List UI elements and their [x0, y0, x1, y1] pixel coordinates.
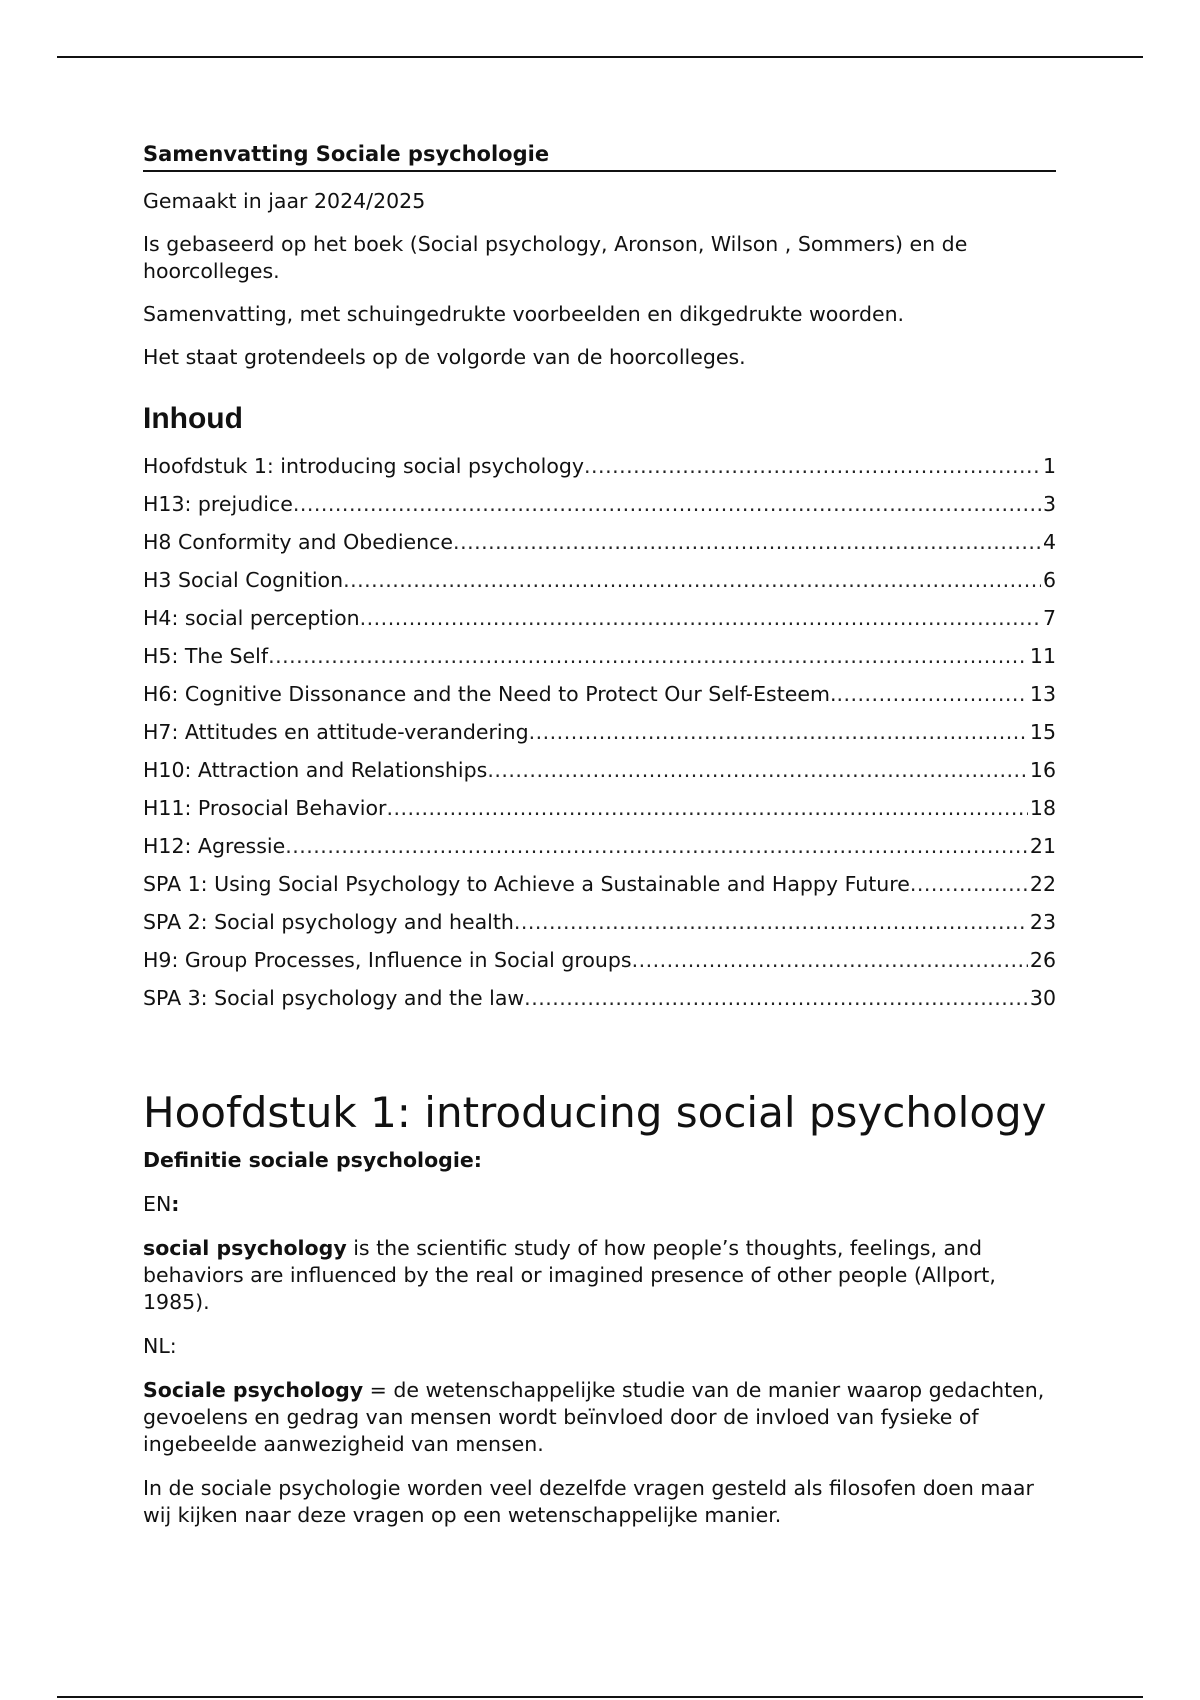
toc-leader-dots: [524, 979, 1028, 1017]
toc-entry[interactable]: [143, 675, 1056, 713]
toc-entry-page: 23: [1029, 910, 1056, 934]
en-label-text: EN: [143, 1192, 172, 1216]
toc-leader-dots: [584, 447, 1041, 485]
closing-paragraph: In de sociale psychologie worden veel dezelfde vragen gesteld als filosofen doen maar wij kijken naar deze vragen op een wetenschappelijke manier.: [143, 1476, 1034, 1527]
toc-entry-label: H8 Conformity and Obedience: [143, 530, 454, 554]
toc-entry-label: SPA 3: Social psychology and the law: [143, 986, 525, 1010]
definition-label-text: Definitie sociale psychologie:: [143, 1148, 482, 1172]
toc-leader-dots: [487, 751, 1028, 789]
toc-entry-page: 22: [1029, 872, 1056, 896]
nl-definition: [143, 1377, 1056, 1458]
toc-leader-dots: [268, 637, 1028, 675]
intro-line-format: Samenvatting, met schuingedrukte voorbeelden en dikgedrukte woorden.: [143, 302, 905, 326]
toc-entry[interactable]: [143, 485, 1056, 523]
toc-entry[interactable]: [143, 751, 1056, 789]
intro-line-year: Gemaakt in jaar 2024/2025: [143, 189, 426, 213]
toc-entry[interactable]: [143, 941, 1056, 979]
intro-section: [143, 188, 1056, 371]
toc-entry-label: H7: Attitudes en attitude-verandering: [143, 720, 529, 744]
toc-entry-page: 13: [1029, 682, 1056, 706]
toc-entry-label: H4: social perception: [143, 606, 360, 630]
en-definition: [143, 1235, 1056, 1316]
toc-leader-dots: [529, 713, 1028, 751]
toc-entry-label: H3 Social Cognition: [143, 568, 344, 592]
toc-entry[interactable]: [143, 979, 1056, 1017]
toc-entry[interactable]: [143, 561, 1056, 599]
intro-line-order: Het staat grotendeels op de volgorde van de hoorcolleges.: [143, 345, 746, 369]
toc-leader-dots: [910, 865, 1028, 903]
toc-entry[interactable]: [143, 447, 1056, 485]
toc-entry-page: 30: [1029, 986, 1056, 1010]
toc-leader-dots: [836, 675, 1027, 713]
toc-entry-label: H5: The Self: [143, 644, 269, 668]
toc-entry[interactable]: [143, 903, 1056, 941]
toc-leader-dots: [293, 485, 1041, 523]
toc-entry[interactable]: [143, 599, 1056, 637]
toc-leader-dots: [386, 789, 1027, 827]
toc-entry-page: 1: [1042, 454, 1056, 478]
page-top-rule: [57, 56, 1143, 58]
toc-entry[interactable]: [143, 523, 1056, 561]
definition-label: [143, 1147, 1056, 1174]
nl-label: NL:: [143, 1334, 177, 1358]
intro-line-source: Is gebaseerd op het boek (Social psychology, Aronson, Wilson , Sommers) en de hoorcolleges.: [143, 232, 968, 283]
toc-entry-label: H10: Attraction and Relationships: [143, 758, 488, 782]
toc-entry-page: 21: [1029, 834, 1056, 858]
toc-leader-dots: [285, 827, 1028, 865]
toc-entry[interactable]: [143, 637, 1056, 675]
toc-entry-page: 18: [1029, 796, 1056, 820]
toc-entry-page: 4: [1042, 530, 1056, 554]
en-definition-term: social psychology: [143, 1236, 347, 1260]
toc-leader-dots: [632, 941, 1028, 979]
toc-entry-page: 11: [1029, 644, 1056, 668]
toc-entry-label: SPA 1: Using Social Psychology to Achieve a Sustainable and Happy Future: [143, 872, 910, 896]
toc-entry-label: H6: Cognitive Dissonance and the Need to Protect Our Self-Esteem.: [143, 682, 837, 706]
nl-definition-term: Sociale psychology: [143, 1378, 364, 1402]
toc-entry[interactable]: [143, 865, 1056, 903]
en-label: [143, 1191, 1056, 1218]
toc-entry-label: H11: Prosocial Behavior: [143, 796, 387, 820]
document-body: [143, 140, 1056, 1546]
toc-entry-page: 7: [1042, 606, 1056, 630]
toc-leader-dots: [343, 561, 1041, 599]
toc-leader-dots: [360, 599, 1041, 637]
toc-leader-dots: [514, 903, 1028, 941]
toc-entry-label: Hoofdstuk 1: introducing social psychology: [143, 454, 585, 478]
toc-entry-page: 16: [1029, 758, 1056, 782]
toc-entry-label: H13: prejudice: [143, 492, 293, 516]
en-definition-text: is the scientific study of how people’s thoughts, feelings, and behaviors are influenced by the real or imagined presence of other people (Allport, 1985).: [143, 1236, 996, 1314]
en-label-colon: :: [171, 1192, 180, 1216]
toc-entry[interactable]: [143, 713, 1056, 751]
page-bottom-rule: [57, 1696, 1143, 1698]
nl-definition-text: = de wetenschappelijke studie van de manier waarop gedachten, gevoelens en gedrag van mensen wordt beïnvloed door de invloed van fysieke of ingebeelde aanwezigheid van mensen.: [143, 1378, 1045, 1456]
toc-leader-dots: [453, 523, 1041, 561]
toc-entry[interactable]: [143, 827, 1056, 865]
toc-entry-label: SPA 2: Social psychology and health: [143, 910, 514, 934]
chapter-section: [143, 1147, 1056, 1529]
toc-heading: Inhoud: [143, 402, 243, 435]
table-of-contents: [143, 447, 1056, 1017]
toc-entry[interactable]: [143, 789, 1056, 827]
toc-entry-page: 26: [1029, 948, 1056, 972]
toc-entry-label: H9: Group Processes, Influence in Social groups: [143, 948, 632, 972]
toc-entry-page: 6: [1042, 568, 1056, 592]
toc-entry-page: 15: [1029, 720, 1056, 744]
toc-entry-label: H12: Agressie: [143, 834, 286, 858]
document-title: Samenvatting Sociale psychologie: [143, 140, 1056, 172]
toc-entry-page: 3: [1042, 492, 1056, 516]
chapter-heading: Hoofdstuk 1: introducing social psychology: [143, 1088, 1047, 1137]
